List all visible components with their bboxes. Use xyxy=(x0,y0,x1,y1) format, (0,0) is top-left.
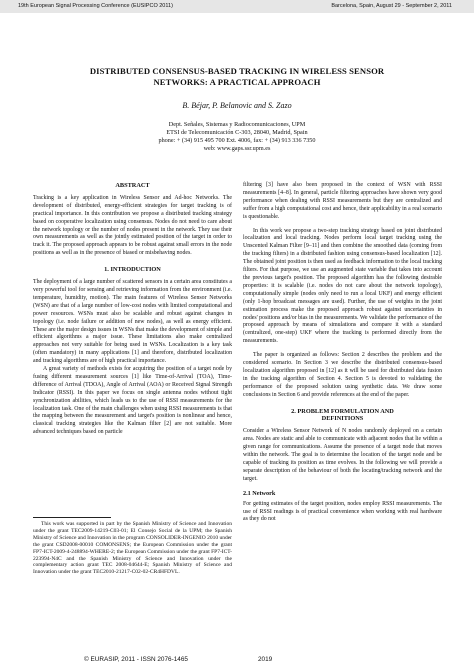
conference-location-date: Barcelona, Spain, August 29 - September 2, 2011 xyxy=(331,3,452,9)
funding-footnote-text: This work was supported in part by the Spanish Ministry of Science and Innovation under the grant TEC2009-14219-C03-01; El Consejo Social de la UPM; the Spanish Ministry of Science and Innovation in the program CONSOLIDER-INGENIO 2010 under the grant CSD2008-00010 COMONSENS; the European Commission under the grant FP7-ICT-2009-4-248894-WHERE-2; the European Commission under the grant FP7-ICT-223994-N4C and the Spanish Ministry of Science and Innovation under the complementary action grant TEC 2008-04644-E; Spanish Ministry of Science and Innovation under the grant TEC2010-21217-C02-02-CR4HFDVL. xyxy=(33,521,232,576)
abstract-heading: ABSTRACT xyxy=(115,182,150,189)
affiliation-address: ETSI de Telecomunicación C-303, 28040, Madrid, Spain xyxy=(166,129,308,136)
introduction-paragraph-1: The deployment of a large number of scattered sensors in a certain area constitutes a very powerful tool for sensing and retrieving information from the environment (i.e. temperature, humidity, motion). The main features of Wireless Sensor Networks (WSN) are that of a large number of low-cost nodes with limited computational and power resources. WSNs must also be scalable and robust against changes in topology (i.e. node failure or addition of new nodes), as well as energy efficient. These are the major design issues in WSNs that make the development of simple and efficient algorithms a major issue. These limitations also make centralized approaches not very suitable for being used in WSNs. Localization is a key task (often mandatory) in many applications [1] and therefore, distributed localization and tracking algorithms are of high practical importance. xyxy=(33,279,232,365)
right-paragraph-5: For getting estimates of the target position, nodes employ RSSI measurements. The use of RSSI readings is of practical convenience when working with real hardware as they do not xyxy=(243,500,442,523)
abstract-text: Tracking is a key application in Wireless Sensor and Ad-hoc Networks. The development of distributed, energy-efficient strategies for target tracking is of practical importance. In this contribution we propose a distributed tracking strategy based on cooperative localization using consensus. Nodes do not need to care about the network topology or the number of nodes present in the network. They use their own measurements as well as the jointly estimated position of the target in order to track it. The proposed approach appears to be robust against small errors in the node positions as well as in the presence of biased or misbehaving nodes. xyxy=(33,194,232,257)
subsection-network-heading: 2.1 Network xyxy=(243,489,276,497)
paper-title-line-2: NETWORKS: A PRACTICAL APPROACH xyxy=(153,77,321,87)
conference-header xyxy=(0,0,474,13)
section-2-heading-line-2: DEFINITIONS xyxy=(321,415,364,423)
section-2-heading-line-1: 2. PROBLEM FORMULATION AND xyxy=(291,407,394,415)
right-paragraph-3: The paper is organized as follows: Section 2 describes the problem and the considered scenario. In Section 3 we describe the distributed consensus-based localization algorithm proposed in [12] as it will be used for distributed data fusion in the tracking algorithm of Section 4. Section 5 is devoted to validating the performance of the proposed solution using synthetic data. We draw some conclusions in Section 6 and provide references at the end of the paper. xyxy=(243,352,442,398)
page-number: 2019 xyxy=(258,656,273,663)
affiliation-department: Dept. Señales, Sistemas y Radiocomunicaciones, UPM xyxy=(168,121,306,128)
footer-copyright: © EURASIP, 2011 - ISSN 2076-1465 xyxy=(84,656,188,663)
paper-title-line-1: DISTRIBUTED CONSENSUS-BASED TRACKING IN WIRELESS SENSOR xyxy=(89,66,385,76)
paper-authors: B. Béjar, P. Belanovic and S. Zazo xyxy=(182,101,292,110)
footnote-divider xyxy=(33,517,111,518)
affiliation-web: web: www.gaps.ssr.upm.es xyxy=(203,145,271,152)
funding-footnote xyxy=(33,521,232,576)
author-affiliation xyxy=(0,121,474,153)
left-column xyxy=(33,182,232,437)
affiliation-contact: phone: + (34) 915 495 700 Ext. 4006, fax: + (34) 913 336 7350 xyxy=(158,137,316,144)
introduction-heading: 1. INTRODUCTION xyxy=(104,266,161,274)
right-paragraph-4: Consider a Wireless Sensor Network of N nodes randomly deployed on a certain area. Nodes are static and able to communicate with adjacent nodes that lie within a given range for communications. Assume the presence of a target node that moves within the network. The goal is to determine the location of the target node and be capable of tracking its position as time evolves. In the following we will provide a separate description of the behaviour of both the locating/tracking network and the target. xyxy=(243,428,442,482)
conference-name: 19th European Signal Processing Conference (EUSIPCO 2011) xyxy=(18,3,173,9)
right-paragraph-1: filtering [3] have also been proposed in the context of WSN with RSSI measurements [4–8]. In general, particle filtering approaches have shown very good performance when dealing with RSSI measurements but they are centralized and suffer from a high computational cost and hence, their applicability in a real scenario is questionable. xyxy=(243,182,442,220)
section-2-heading xyxy=(243,408,442,424)
introduction-paragraph-2: A great variety of methods exists for acquiring the position of a target node by fusing different measurement sources [1] like Time-of-Arrival (TOA), Time-difference of Arrival (TDOA), Angle of Arrival (AOA) or Received Signal Strength Indicator (RSSI). In this paper we focus on single antenna nodes without tight synchronization abilities, which leads us to the use of RSSI measurements for the localization task. One of the main challenges when using RSSI measurements is that the mapping between the measurement and target's position is nonlinear and hence, classical tracking strategies like the Kalman filter [2] are not suitable. More advanced techniques based on particle xyxy=(33,366,232,436)
right-paragraph-2: In this work we propose a two-step tracking strategy based on joint distributed localization and local tracking. Nodes perform local target tracking using the Unscented Kalman Filter [9–11] and then combine the smoothed data (coming from the tracking filters) in a distributed fashion using consensus-based localization [12]. The obtained joint position is then used as feedback information to the local tracking filters. For that purpose, we use an augmented state variable that takes into account the previous target's position. The proposed algorithm has the following desirable properties: it is scalable (i.e. nodes do not care about the network topology), computationally simple (nodes only need to run a local UKF) and energy efficient (only 1-hop broadcast messages are used). Further, the use of weights in the joint estimation process make the proposed approach robust against uncertainties in nodes' positions and/or bias in the measurements. We validate the performance of the proposed approach by means of simulations and compare it with a standard (centralized, one-step) UKF where the tracking is performed directly from the measurements. xyxy=(243,227,442,345)
right-column xyxy=(243,182,442,524)
